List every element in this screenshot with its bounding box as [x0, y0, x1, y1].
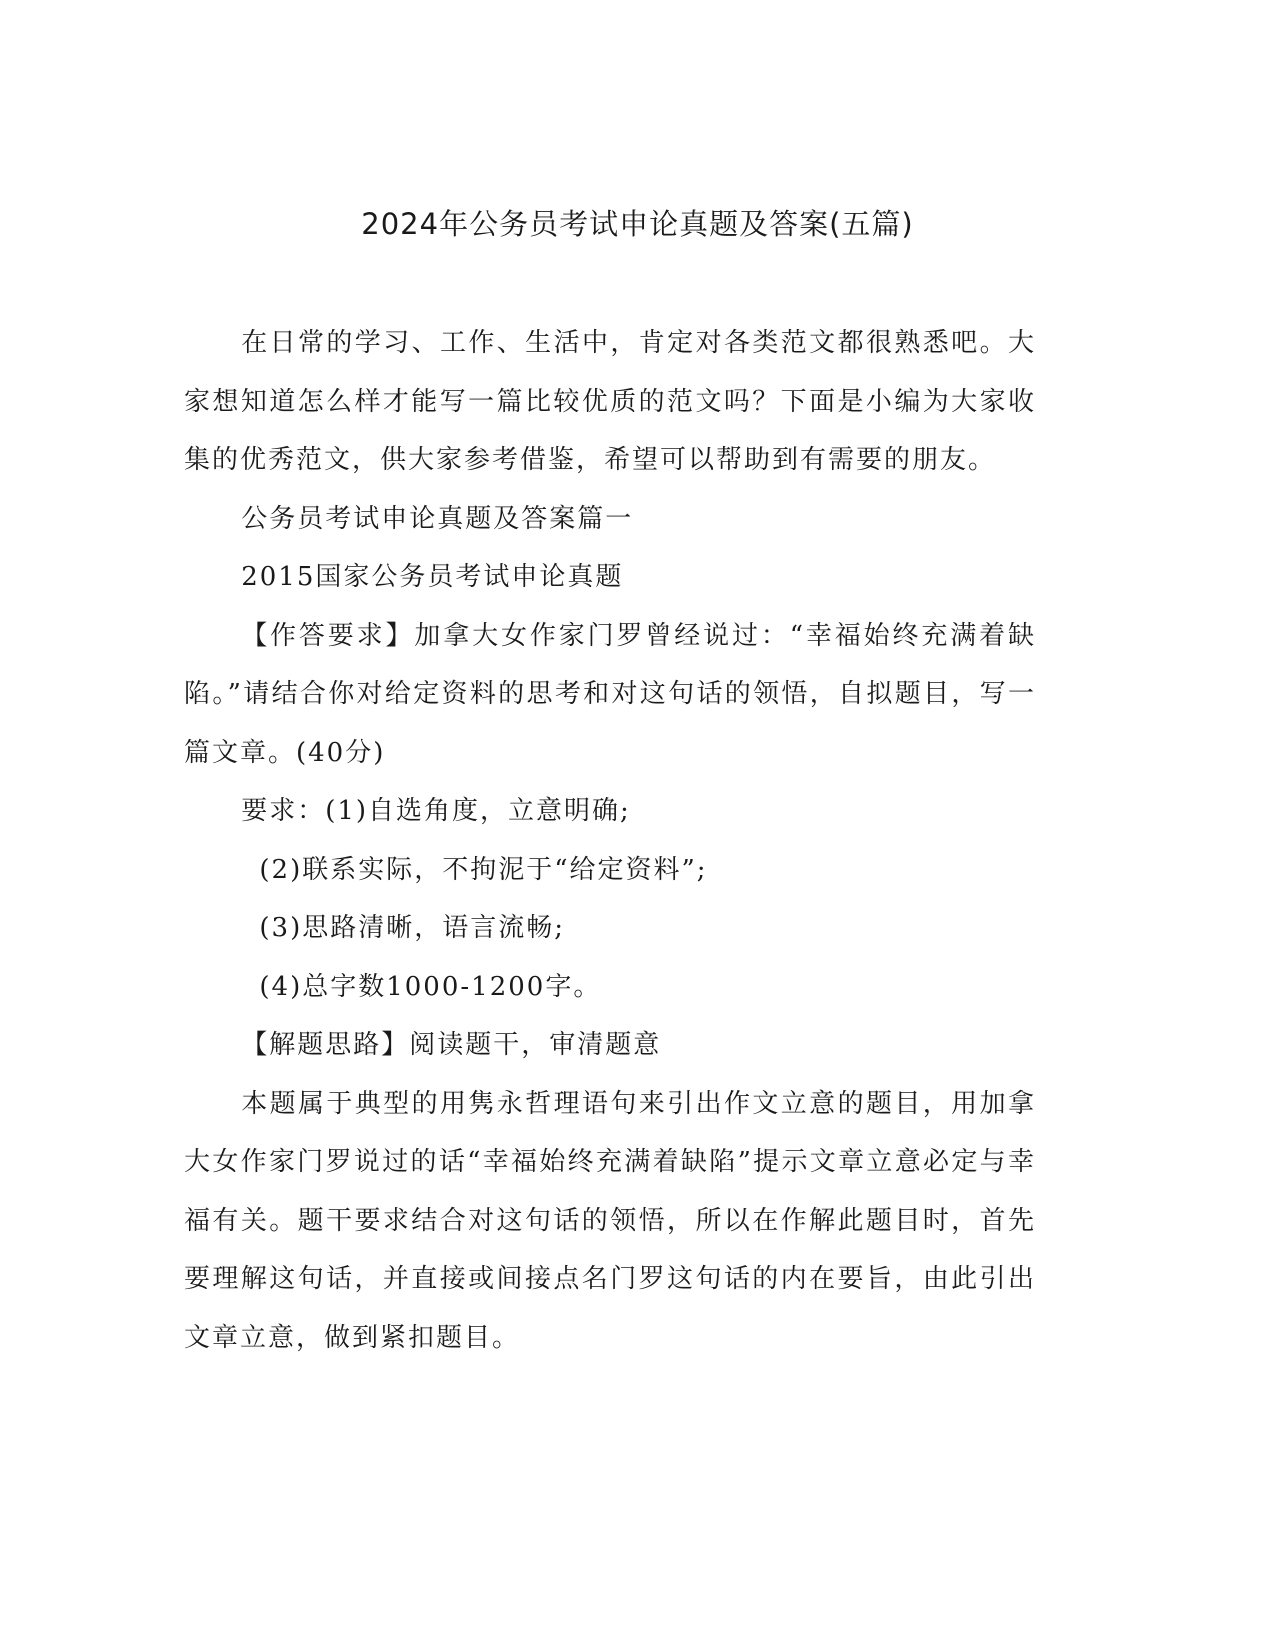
section-heading: 公务员考试申论真题及答案篇一	[241, 503, 634, 534]
requirement-item-4: (4)总字数1000-1200字。	[259, 971, 602, 1002]
document-title: 2024年公务员考试申论真题及答案(五篇)	[361, 207, 914, 241]
analysis-paragraph: 本题属于典型的用隽永哲理语句来引出作文立意的题目，用加拿大女作家门罗说过的话“幸福始终充满着缺陷”提示文章立意必定与幸福有关。题干要求结合对这句话的领悟，所以在作解此题目时，首先要理解这句话，并直接或间接点名门罗这句话的内在要旨，由此引出文章立意，做到紧扣题目。	[184, 1088, 1036, 1353]
exam-title: 2015国家公务员考试申论真题	[241, 562, 624, 592]
intro-paragraph: 在日常的学习、工作、生活中，肯定对各类范文都很熟悉吧。大家想知道怎么样才能写一篇比较优质的范文吗？下面是小编为大家收集的优秀范文，供大家参考借鉴，希望可以帮助到有需要的朋友。	[184, 328, 1036, 475]
requirement-item-2: (2)联系实际，不拘泥于“给定资料”;	[259, 854, 708, 885]
answer-requirement-paragraph: 【作答要求】加拿大女作家门罗曾经说过：“幸福始终充满着缺陷。”请结合你对给定资料的思考和对这句话的领悟，自拟题目，写一篇文章。(40分)	[184, 620, 1036, 768]
solution-approach-heading: 【解题思路】阅读题干，审清题意	[241, 1030, 662, 1060]
requirement-item-3: (3)思路清晰，语言流畅;	[259, 913, 565, 943]
requirement-item-1: 要求：(1)自选角度，立意明确;	[241, 796, 631, 826]
document-body	[184, 314, 1036, 1367]
